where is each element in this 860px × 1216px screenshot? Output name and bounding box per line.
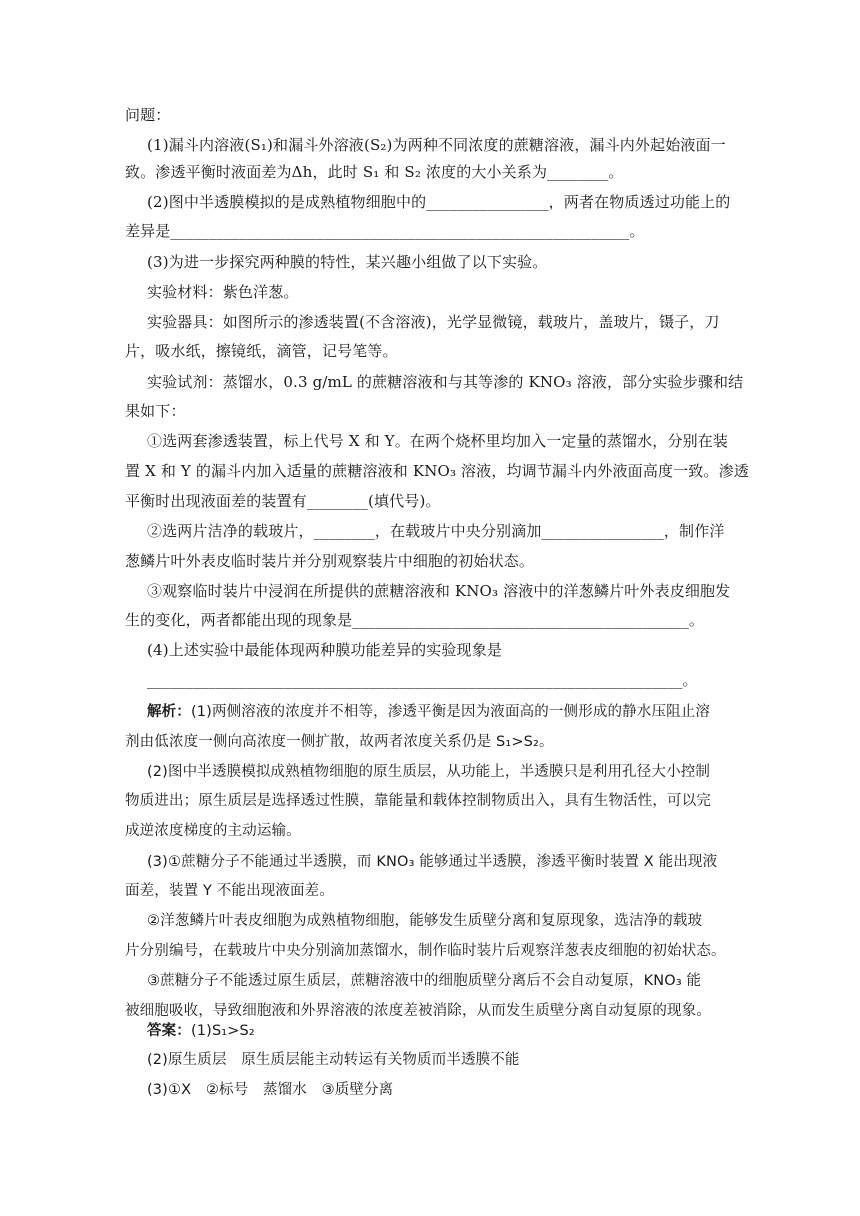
answer-label: 答案： xyxy=(147,1023,191,1039)
question-line: 平衡时出现液面差的装置有________(填代号)。 xyxy=(125,492,441,510)
answer-line: (1)S₁>S₂ xyxy=(190,1023,255,1039)
question-line: (4)上述实验中最能体现两种膜功能差异的实验现象是 xyxy=(147,641,502,659)
question-line: 实验试剂：蒸馏水，0.3 g/mL 的蔗糖溶液和与其等渗的 KNO₃ 溶液，部分实验步骤和结 xyxy=(147,373,744,391)
analysis-line: 面差，装置 Y 不能出现液面差。 xyxy=(125,883,334,899)
question-line: 置 X 和 Y 的漏斗内加入适量的蔗糖溶液和 KNO₃ 溶液，均调节漏斗内外液面高度一致。渗透 xyxy=(125,462,749,480)
analysis-line: 成逆浓度梯度的主动运输。 xyxy=(125,823,301,839)
analysis-line: ③蔗糖分子不能透过原生质层，蔗糖溶液中的细胞质壁分离后不会自动复原，KNO₃ 能 xyxy=(147,973,702,989)
analysis-label: 解析： xyxy=(147,704,191,720)
question-line: 果如下： xyxy=(125,402,186,420)
question-line: 问题： xyxy=(125,106,171,124)
question-line: 葱鳞片叶外表皮临时装片并分别观察装片中细胞的初始状态。 xyxy=(125,552,535,570)
question-line: 生的变化，两者都能出现的现象是____________________________________________。 xyxy=(125,611,705,629)
analysis-line: (1)两侧溶液的浓度并不相等，渗透平衡是因为液面高的一侧形成的静水压阻止溶 xyxy=(190,704,711,720)
analysis-first-line xyxy=(147,703,710,721)
question-line: 差异是____________________________________________________________。 xyxy=(125,222,645,240)
question-line: ①选两套渗透装置，标上代号 X 和 Y。在两个烧杯里均加入一定量的蒸馏水，分别在装 xyxy=(147,432,729,450)
question-line: (2)图中半透膜模拟的是成熟植物细胞中的________________，两者在物质透过功能上的 xyxy=(147,193,731,211)
question-line: 片，吸水纸，擦镜纸，滴管，记号笔等。 xyxy=(125,342,398,360)
answer-first-line xyxy=(147,1022,255,1040)
analysis-line: (2)图中半透膜模拟成熟植物细胞的原生质层，从功能上，半透膜只是利用孔径大小控制 xyxy=(147,764,711,780)
analysis-line: 剂由低浓度一侧向高浓度一侧扩散，故两者浓度关系仍是 S₁>S₂。 xyxy=(125,734,554,750)
question-line: ②选两片洁净的载玻片，________，在载玻片中央分别滴加________________，制作洋 xyxy=(147,522,725,540)
analysis-line: 片分别编号，在载玻片中央分别滴加蒸馏水，制作临时装片后观察洋葱表皮细胞的初始状态。 xyxy=(125,943,726,959)
analysis-line: ②洋葱鳞片叶表皮细胞为成熟植物细胞，能够发生质壁分离和复原现象，选洁净的载玻 xyxy=(147,913,703,929)
answer-line: (2)原生质层 原生质层能主动转运有关物质而半透膜不能 xyxy=(147,1052,520,1068)
question-line: (1)漏斗内溶液(S₁)和漏斗外溶液(S₂)为两种不同浓度的蔗糖溶液，漏斗内外起始液面一 xyxy=(147,136,726,154)
question-line: ③观察临时装片中浸润在所提供的蔗糖溶液和 KNO₃ 溶液中的洋葱鳞片叶外表皮细胞发 xyxy=(147,582,731,600)
question-line: ______________________________________________________________________。 xyxy=(147,671,698,689)
question-line: 致。渗透平衡时液面差为Δh，此时 S₁ 和 S₂ 浓度的大小关系为________。 xyxy=(125,163,624,181)
question-line: (3)为进一步探究两种膜的特性，某兴趣小组做了以下实验。 xyxy=(147,253,548,271)
question-line: 实验材料：紫色洋葱。 xyxy=(147,283,299,301)
question-line: 实验器具：如图所示的渗透装置(不含溶液)，光学显微镜，载玻片，盖玻片，镊子，刀 xyxy=(147,313,720,331)
analysis-line: 物质进出；原生质层是选择透过性膜，靠能量和载体控制物质出入，具有生物活性，可以完 xyxy=(125,793,711,809)
analysis-line: 被细胞吸收，导致细胞液和外界溶液的浓度差被消除，从而发生质壁分离自动复原的现象。 xyxy=(125,1003,711,1019)
analysis-line: (3)①蔗糖分子不能通过半透膜，而 KNO₃ 能够通过半透膜，渗透平衡时装置 X 能出现液 xyxy=(147,854,718,870)
answer-line: (3)①X ②标号 蒸馏水 ③质壁分离 xyxy=(147,1082,394,1098)
